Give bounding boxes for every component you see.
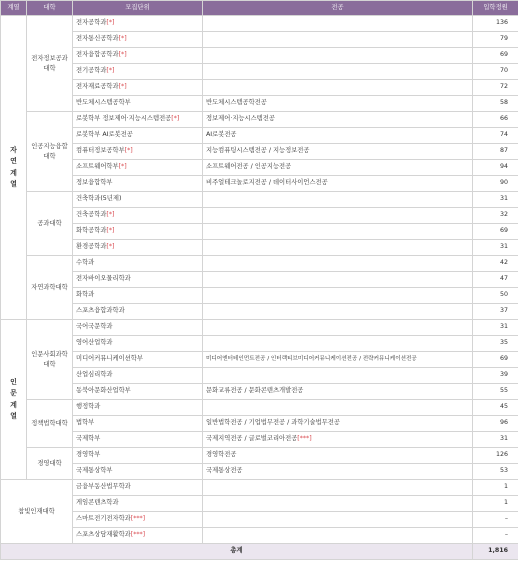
quota-cell: 70 bbox=[473, 64, 518, 80]
unit-cell: 소프트웨어학부[*] bbox=[73, 160, 203, 176]
unit-cell: 행정학과 bbox=[73, 400, 203, 416]
major-cell bbox=[203, 208, 473, 224]
quota-cell: 1 bbox=[473, 480, 518, 496]
major-cell bbox=[203, 400, 473, 416]
major-cell bbox=[203, 48, 473, 64]
table-row bbox=[1, 288, 518, 304]
header-category: 계열 bbox=[1, 1, 27, 16]
major-cell bbox=[203, 336, 473, 352]
category-humanities bbox=[1, 320, 27, 480]
major-cell bbox=[203, 320, 473, 336]
quota-cell: 39 bbox=[473, 368, 518, 384]
unit-cell: 전자재료공학과[*] bbox=[73, 80, 203, 96]
table-row bbox=[1, 256, 518, 272]
unit-cell: 스포츠상담재활학과[***] bbox=[73, 528, 203, 544]
table-row bbox=[1, 96, 518, 112]
unit-cell: 전자융합공학과[*] bbox=[73, 48, 203, 64]
table-row bbox=[1, 304, 518, 320]
quota-cell: 55 bbox=[473, 384, 518, 400]
table-row bbox=[1, 464, 518, 480]
table-row bbox=[1, 416, 518, 432]
quota-cell: 136 bbox=[473, 16, 518, 32]
table-row bbox=[1, 368, 518, 384]
major-cell bbox=[203, 288, 473, 304]
table-row bbox=[1, 208, 518, 224]
quota-cell: 72 bbox=[473, 80, 518, 96]
table-row bbox=[1, 176, 518, 192]
major-cell bbox=[203, 256, 473, 272]
college-humsoc: 인문사회과학대학 bbox=[27, 320, 73, 400]
quota-cell: 35 bbox=[473, 336, 518, 352]
category-science bbox=[1, 16, 27, 320]
unit-cell: 화학공학과[*] bbox=[73, 224, 203, 240]
major-cell: 국제통상전공 bbox=[203, 464, 473, 480]
quota-cell: – bbox=[473, 512, 518, 528]
unit-cell: 건축학과(5년제) bbox=[73, 192, 203, 208]
unit-cell: 게임콘텐츠학과 bbox=[73, 496, 203, 512]
table-row bbox=[1, 128, 518, 144]
total-row bbox=[1, 544, 518, 560]
quota-cell: 58 bbox=[473, 96, 518, 112]
major-cell: 일반법학전공 / 기업법무전공 / 과학기술법무전공 bbox=[203, 416, 473, 432]
major-cell: 미디어엔터테인먼트전공 / 인터랙티브미디어커뮤니케이션전공 / 전략커뮤니케이션전공 bbox=[203, 352, 473, 368]
major-cell bbox=[203, 224, 473, 240]
unit-cell: 수학과 bbox=[73, 256, 203, 272]
major-cell: 비주얼테크놀로지전공 / 데이터사이언스전공 bbox=[203, 176, 473, 192]
unit-cell: 동북아문화산업학부 bbox=[73, 384, 203, 400]
table-row bbox=[1, 192, 518, 208]
major-cell bbox=[203, 496, 473, 512]
quota-cell: 31 bbox=[473, 192, 518, 208]
table-row bbox=[1, 480, 518, 496]
table-row bbox=[1, 240, 518, 256]
unit-cell: 법학부 bbox=[73, 416, 203, 432]
table-row bbox=[1, 144, 518, 160]
unit-cell: 반도체시스템공학부 bbox=[73, 96, 203, 112]
quota-cell: – bbox=[473, 528, 518, 544]
table-row bbox=[1, 352, 518, 368]
quota-cell: 87 bbox=[473, 144, 518, 160]
major-cell bbox=[203, 480, 473, 496]
major-cell: 소프트웨어전공 / 인공지능전공 bbox=[203, 160, 473, 176]
quota-cell: 96 bbox=[473, 416, 518, 432]
header-major: 전공 bbox=[203, 1, 473, 16]
quota-cell: 69 bbox=[473, 352, 518, 368]
major-cell bbox=[203, 272, 473, 288]
table-row bbox=[1, 112, 518, 128]
major-cell: 국제지역전공 / 글로벌코리아전공[***] bbox=[203, 432, 473, 448]
major-cell bbox=[203, 192, 473, 208]
table-row bbox=[1, 224, 518, 240]
table-row bbox=[1, 448, 518, 464]
major-cell: 정보제어·지능시스템전공 bbox=[203, 112, 473, 128]
unit-cell: 경영학부 bbox=[73, 448, 203, 464]
table-row bbox=[1, 16, 518, 32]
total-quota: 1,816 bbox=[473, 544, 518, 560]
quota-cell: 37 bbox=[473, 304, 518, 320]
table-row bbox=[1, 80, 518, 96]
unit-cell: 스포츠융합과학과 bbox=[73, 304, 203, 320]
college-ingenium: 참빛인재대학 bbox=[1, 480, 73, 544]
quota-cell: 31 bbox=[473, 432, 518, 448]
unit-cell: 스마트전기전자학과[***] bbox=[73, 512, 203, 528]
quota-cell: 66 bbox=[473, 112, 518, 128]
unit-cell: 화학과 bbox=[73, 288, 203, 304]
major-cell bbox=[203, 240, 473, 256]
unit-cell: 국제학부 bbox=[73, 432, 203, 448]
quota-cell: 31 bbox=[473, 240, 518, 256]
unit-cell: 산업심리학과 bbox=[73, 368, 203, 384]
major-cell bbox=[203, 64, 473, 80]
category-science-label: 자연계열 bbox=[10, 146, 17, 188]
quota-cell: 94 bbox=[473, 160, 518, 176]
table-row bbox=[1, 32, 518, 48]
quota-cell: 1 bbox=[473, 496, 518, 512]
unit-cell: 전기공학과[*] bbox=[73, 64, 203, 80]
unit-cell: 전자공학과[*] bbox=[73, 16, 203, 32]
major-cell bbox=[203, 32, 473, 48]
category-humanities-label: 인문계열 bbox=[10, 378, 17, 420]
table-row bbox=[1, 320, 518, 336]
quota-cell: 32 bbox=[473, 208, 518, 224]
major-cell bbox=[203, 512, 473, 528]
major-cell: 문화교류전공 / 문화콘텐츠개발전공 bbox=[203, 384, 473, 400]
quota-cell: 90 bbox=[473, 176, 518, 192]
quota-cell: 126 bbox=[473, 448, 518, 464]
quota-cell: 42 bbox=[473, 256, 518, 272]
header-unit: 모집단위 bbox=[73, 1, 203, 16]
table-row bbox=[1, 512, 518, 528]
header-college: 대학 bbox=[27, 1, 73, 16]
table-row bbox=[1, 160, 518, 176]
major-cell bbox=[203, 304, 473, 320]
header-row bbox=[1, 1, 518, 16]
quota-cell: 45 bbox=[473, 400, 518, 416]
unit-cell: 국어국문학과 bbox=[73, 320, 203, 336]
quota-cell: 74 bbox=[473, 128, 518, 144]
unit-cell: 정보융합학부 bbox=[73, 176, 203, 192]
college-elec: 전자정보공과대학 bbox=[27, 16, 73, 112]
table-row bbox=[1, 400, 518, 416]
unit-cell: 영어산업학과 bbox=[73, 336, 203, 352]
quota-cell: 69 bbox=[473, 224, 518, 240]
major-cell: 반도체시스템공학전공 bbox=[203, 96, 473, 112]
major-cell bbox=[203, 80, 473, 96]
table-row bbox=[1, 272, 518, 288]
unit-cell: 로봇학부 정보제어·지능시스템전공[*] bbox=[73, 112, 203, 128]
major-cell: 지능컴퓨팅시스템전공 / 지능정보전공 bbox=[203, 144, 473, 160]
unit-cell: 컴퓨터정보공학부[*] bbox=[73, 144, 203, 160]
table-row bbox=[1, 64, 518, 80]
quota-cell: 69 bbox=[473, 48, 518, 64]
unit-cell: 건축공학과[*] bbox=[73, 208, 203, 224]
header-quota: 입학정원 bbox=[473, 1, 518, 16]
table-row bbox=[1, 48, 518, 64]
total-label: 총계 bbox=[1, 544, 473, 560]
major-cell bbox=[203, 528, 473, 544]
college-natsci: 자연과학대학 bbox=[27, 256, 73, 320]
quota-cell: 79 bbox=[473, 32, 518, 48]
unit-cell: 전자바이오물리학과 bbox=[73, 272, 203, 288]
major-cell: AI로봇전공 bbox=[203, 128, 473, 144]
college-law: 정책법학대학 bbox=[27, 400, 73, 448]
college-eng: 공과대학 bbox=[27, 192, 73, 256]
unit-cell: 전자통신공학과[*] bbox=[73, 32, 203, 48]
major-cell: 경영학전공 bbox=[203, 448, 473, 464]
unit-cell: 로봇학부 AI로봇전공 bbox=[73, 128, 203, 144]
unit-cell: 금융부동산법무학과 bbox=[73, 480, 203, 496]
college-biz: 경영대학 bbox=[27, 448, 73, 480]
quota-cell: 53 bbox=[473, 464, 518, 480]
table-row bbox=[1, 384, 518, 400]
unit-cell: 환경공학과[*] bbox=[73, 240, 203, 256]
major-cell bbox=[203, 16, 473, 32]
table-row bbox=[1, 528, 518, 544]
table-row bbox=[1, 336, 518, 352]
unit-cell: 미디어커뮤니케이션학부 bbox=[73, 352, 203, 368]
college-ai: 인공지능융합대학 bbox=[27, 112, 73, 192]
quota-cell: 47 bbox=[473, 272, 518, 288]
table-row bbox=[1, 496, 518, 512]
major-cell bbox=[203, 368, 473, 384]
quota-cell: 31 bbox=[473, 320, 518, 336]
quota-cell: 50 bbox=[473, 288, 518, 304]
table-row bbox=[1, 432, 518, 448]
unit-cell: 국제통상학부 bbox=[73, 464, 203, 480]
